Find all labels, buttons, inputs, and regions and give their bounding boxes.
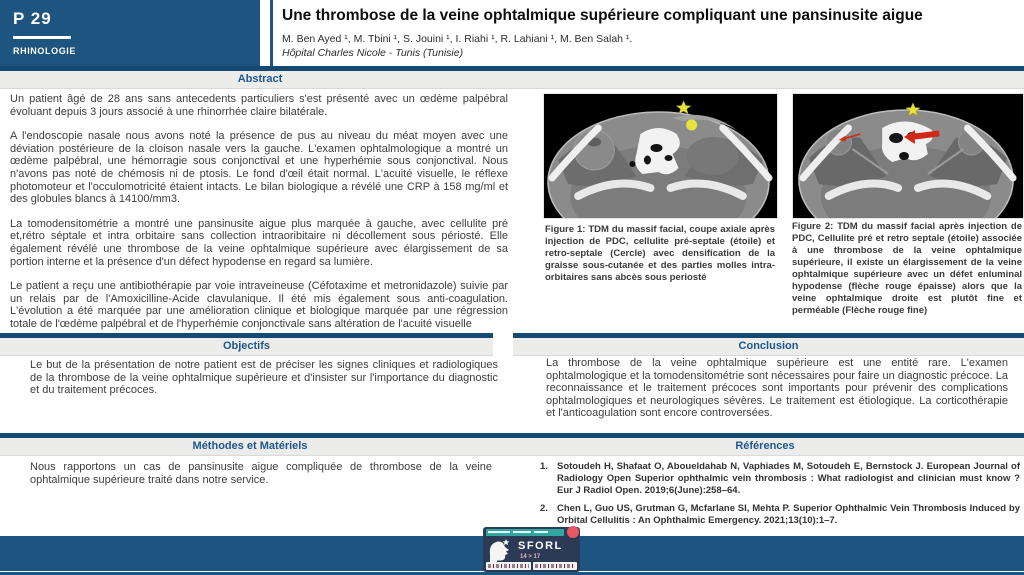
ct-scan-figure-2 bbox=[792, 93, 1024, 219]
logo-dates: 14 > 17 bbox=[520, 554, 541, 560]
methodes-references-header bbox=[0, 433, 1024, 456]
conclusion-section-header bbox=[513, 333, 1024, 356]
abstract-paragraph: Un patient âgé de 28 ans sans antecedents particuliers s'est présenté avec un œdème palpébral évoluant depuis 3 jours associé à une rhinorrhée claire bilatérale. bbox=[10, 93, 508, 118]
reference-text: Chen L, Guo US, Grutman G, Mcfarlane SI, Mehta P. Superior Ophthalmic Vein Thrombosis Induced by Orbital Cellulitis : An Ophthalmic Emergency. 2021;13(10):1–7. bbox=[557, 503, 1020, 526]
objectifs-section-header bbox=[0, 333, 493, 356]
affiliation-line: Hôpital Charles Nicole - Tunis (Tunisie) bbox=[282, 46, 464, 59]
abstract-body bbox=[10, 93, 508, 343]
logo-wordmark: SFORL bbox=[518, 540, 563, 552]
objectifs-section-label: Objectifs bbox=[222, 340, 271, 352]
poster-id-box bbox=[0, 0, 260, 66]
logo-red-dot-icon bbox=[567, 526, 579, 538]
track-label: RHINOLOGIE bbox=[13, 46, 77, 56]
sforl-logo bbox=[483, 527, 580, 572]
methodes-body: Nous rapportons un cas de pansinusite aigue compliquée de thrombose de la veine ophtalmique supérieure traité dans notre service. bbox=[30, 461, 492, 486]
abstract-section-label: Abstract bbox=[237, 73, 283, 85]
figure-1-caption: Figure 1: TDM du massif facial, coupe axiale après injection de PDC, cellulite pré-septale (étoile) et retro-septale (Cercle) avec densification de la graisse sous-cutanée et des parties molles intra-orbitaires sans abcès sous periosté bbox=[545, 224, 775, 283]
title-block bbox=[282, 7, 1018, 59]
poster-id: P 29 bbox=[13, 9, 52, 28]
figure-2-caption: Figure 2: TDM du massif facial après injection de PDC, Cellulite pré et retro septale (étoile) associée à une thrombose de la veine ophtalmique supérieure, il existe un élargissement de la veine ophtalmique supérieure avec un défet enluminal hypodense (flèche rouge épaisse) alors que la veine ophtalmique droite est plutôt fine et perméable (Flèche rouge fine) bbox=[792, 221, 1022, 316]
logo-partner-strip bbox=[486, 562, 577, 570]
reference-number: 2. bbox=[540, 503, 548, 514]
authors-line: M. Ben Ayed ¹, M. Tbini ¹, S. Jouini ¹, I. Riahi ¹, R. Lahiani ¹, M. Ben Salah ¹. bbox=[282, 32, 633, 45]
methodes-section-label: Méthodes et Matériels bbox=[192, 440, 308, 452]
reference-text: Sotoudeh H, Shafaat O, Aboueldahab N, Vaphiades M, Sotoudeh E, Bernstock J. European Journal of Radiology Open Superior ophthalmic vein thrombosis : What radiologist and clinician must know ? Eur J Radiol Open. 2019;6(June):258–64. bbox=[557, 461, 1020, 496]
abstract-paragraph: Le patient a reçu une antibiothérapie par voie intraveineuse (Céfotaxime et metronidazole) suivie par un relais par de l'Amoxicilline-Acide clavulanique. Il été mis également sous anti-coagulation. L'évolution a été marquée par une amélioration clinique et biologique marquée par une régression totale de l'œdème palpébral et de l'hyperhémie conjonctivale sans altération de l'acuité visuelle bbox=[10, 280, 508, 330]
ct-axial-slice-1 bbox=[544, 94, 777, 218]
page-title: Une thrombose de la veine ophtalmique supérieure compliquant une pansinusite aigue bbox=[282, 7, 923, 24]
abstract-section-header bbox=[0, 66, 1024, 89]
conclusion-body: La thrombose de la veine ophtalmique supérieure est une entité rare. L'examen ophtalmologique et la tomodensitométrie sont nécessaires pour faire un diagnostic précoce. La reconnaissance et le traitement précoces sont importants pour prévenir des complications ophtalmologiques et neurologiques sévères. Le traitement est étiologique. La corticothérapie et l'anticoagulation sont encore controversées. bbox=[546, 357, 1008, 420]
references-section-label: Références bbox=[735, 440, 795, 452]
reference-number: 1. bbox=[540, 461, 548, 472]
header-vertical-divider bbox=[270, 0, 273, 66]
logo-ribbon bbox=[486, 529, 564, 536]
references-list bbox=[540, 461, 1020, 533]
divider bbox=[13, 36, 71, 39]
abstract-paragraph: La tomodensitométrie a montré une pansinusite aigue plus marquée à gauche, avec cellulite pré et,rétro séptale et intra orbitaire sans collection intraoribitaire ni décollement sous périosté. Elle également révélé une thrombose de la veine ophtalmique supérieure avec élargissement de sa portion interne et la présence d'un défect hypodense en regard sa lumière. bbox=[10, 217, 508, 268]
conclusion-section-label: Conclusion bbox=[738, 340, 799, 352]
circle-annotation-icon bbox=[686, 120, 697, 131]
objectifs-body: Le but de la présentation de notre patient est de préciser les signes cliniques et radiologiques de la thrombose de la veine ophtalmique supérieure et d'insister sur l'importance du diagnostic et du traitement précoces. bbox=[30, 359, 498, 397]
reference-item bbox=[540, 503, 1020, 527]
ct-scan-figure-1 bbox=[543, 93, 778, 219]
abstract-paragraph: A l'endoscopie nasale nous avons noté la présence de pus au niveau du méat moyen avec une déviation postérieure de la cloison nasale vers la gauche. L'examen ophtalmologique a montré un œdème palpébral, une hémorragie sous conjonctival et une hyperhémie sous conjonctival. Nous n'avons pas noté de chémosis ni de ptosis. Le fond d'œil était normal. L'acuité visuelle, le réflexe photomoteur et l'occulomotricité étaient intacts. Le bilan biologique a révélé une CRP à 158 mg/ml et des globules blancs à 14100/mm3. bbox=[10, 130, 508, 206]
ct-axial-slice-2 bbox=[793, 94, 1023, 218]
reference-item bbox=[540, 461, 1020, 497]
